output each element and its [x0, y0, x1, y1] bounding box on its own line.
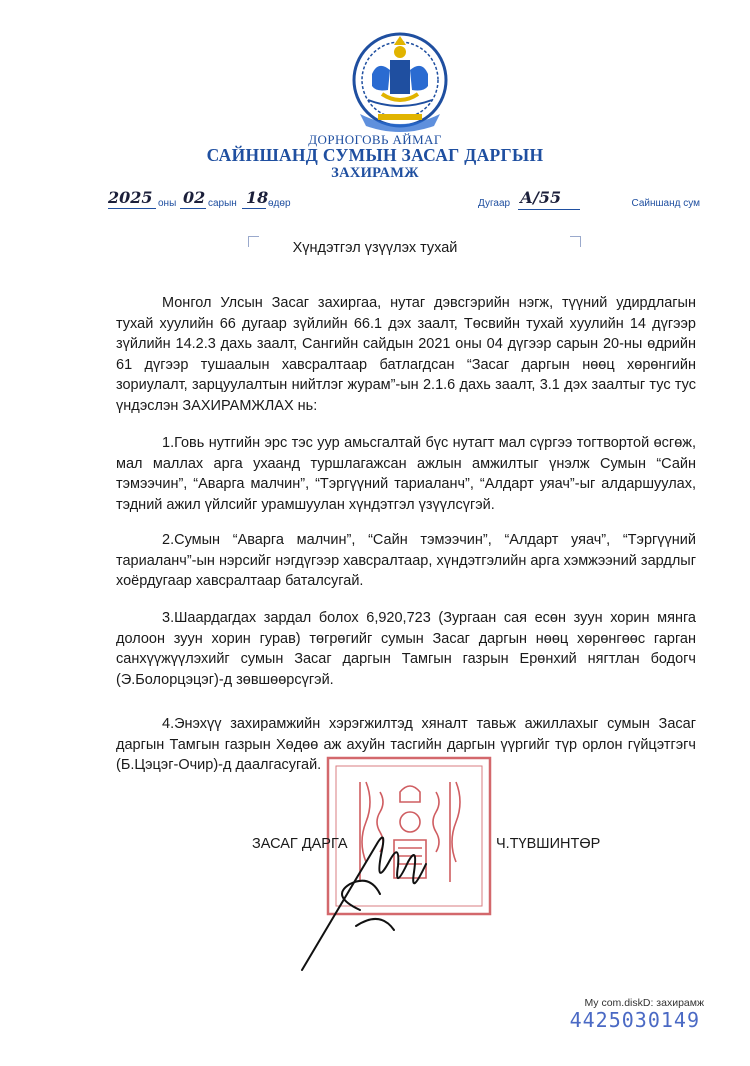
subject-title: Хүндэтгэл үзүүлэх тухай: [292, 240, 458, 256]
date-year-suffix: оны: [158, 198, 177, 209]
number-label: Дугаар: [478, 198, 511, 209]
clause-3: 3.Шаардагдах зардал болох 6,920,723 (Зургаан сая есөн зуун хорин мянга долоон зуун хорин гурав) төгрөгийг сумын Засаг даргын нөөц хөрөнгөөс гарган санхүүжүүлэхийг сумын Засаг даргын Тамгын газрын Ерөнхий нягтлан бодогч (Э.Болорцэцэг)-д зөвшөөрсүгэй.: [116, 610, 696, 688]
aimag-name: ДОРНОГОВЬ АЙМАГ: [308, 132, 442, 147]
document-type: ЗАХИРАМЖ: [331, 165, 419, 181]
date-year: 2025: [108, 188, 153, 207]
clause-2: 2.Сумын “Аварга малчин”, “Сайн тэмээчин”, “Алдарт уяач”, “Тэргүүний тариаланч”-ын нэрсийг нэгдүгээр хавсралтаар, хүндэтгэлийн арга хэмжээний зардлыг хоёрдугаар хавсралтаар баталсугай.: [116, 532, 696, 589]
date-line: [108, 188, 298, 214]
date-day: 18: [246, 188, 269, 207]
handwritten-signature: [290, 800, 450, 975]
office-name: САЙНШАНД СУМЫН ЗАСАГ ДАРГЫН: [206, 145, 544, 165]
number-line: [478, 188, 588, 214]
preamble-paragraph: Монгол Улсын Засаг захиргаа, нутаг дэвсгэрийн нэгж, түүний удирдлагын тухай хуулийн 66 дугаар зүйлийн 66.1 дэх заалт, Төсвийн тухай хуулийн 14 дүгээр зүйлийн 14.2.3 дахь заалт, Сангийн сайдын 2021 оны 04 дүгээр сарын 20-ны өдрийн 61 дүгээр тушаалын хавсралтаар батлагдсан “Засаг даргын нөөц хөрөнгийн зориулалт, зарцуулалтын нийтлэг журам”-ын 2.1.6 дахь заалт, 3.1 дэх заалтыг тус тус үндэслэн ЗАХИРАМЖЛАХ нь:: [116, 295, 696, 414]
date-month: 02: [183, 188, 206, 207]
place-name: Сайншанд сум: [631, 198, 700, 209]
signatory-name: Ч.ТҮВШИНТӨР: [496, 836, 601, 852]
clause-4: 4.Энэхүү захирамжийн хэрэгжилтэд хяналт тавьж ажиллахыг сумын Засаг даргын Тамгын газрын Хөдөө аж ахуйн тасгийн даргын үүргийг түр орлон гүйцэтгэгч (Б.Цэцэг-Очир)-д даалгасугай.: [116, 716, 696, 773]
number-value: А/55: [520, 188, 562, 207]
footer-document-number: 4425030149: [569, 1008, 700, 1032]
signatory-title: ЗАСАГ ДАРГА: [252, 836, 348, 852]
date-month-suffix: сарын: [208, 198, 237, 209]
footer-file-path: My com.diskD: захирамж: [584, 997, 704, 1009]
date-day-suffix: өдөр: [268, 198, 291, 209]
soyombo-emblem-icon: [338, 30, 462, 136]
clause-1: 1.Говь нутгийн эрс тэс уур амьсгалтай бүс нутагт мал сүргээ тогтвортой өсгөж, мал маллах арга ухаанд туршлагажсан ажлын амжилтыг үнэлж Сумын “Сайн тэмээчин”, “Аварга малчин”, “Тэргүүний тариаланч”, “Алдарт уяач”-ыг алдаршуулах, тэдний ажил үйлсийг урамшуулан хүндэтгэл үзүүлсүгэй.: [116, 435, 696, 513]
